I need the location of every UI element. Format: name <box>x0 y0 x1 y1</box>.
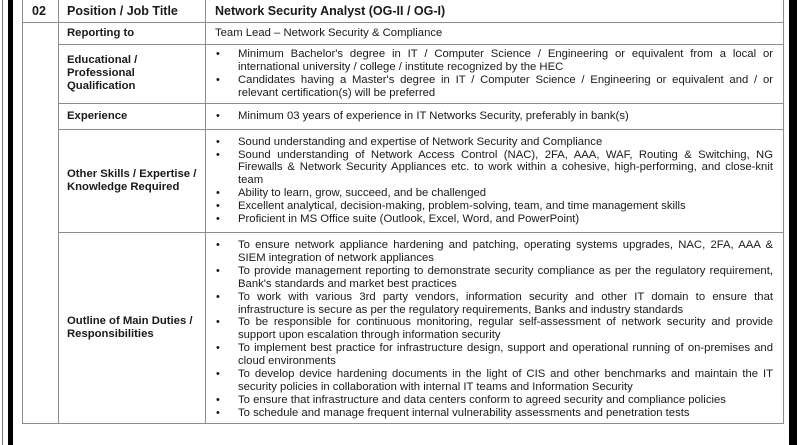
position-title-value: Network Security Analyst (OG-II / OG-I) <box>206 0 784 23</box>
list-item: • Minimum 03 years of experience in IT Networks Security, preferably in bank(s) <box>206 110 773 123</box>
list-item: • To schedule and manage frequent internal vulnerability assessments and penetration tests <box>206 407 773 420</box>
position-number-spacer <box>23 23 59 424</box>
skills-value <box>206 129 784 232</box>
skills-label: Other Skills / Expertise / Knowledge Required <box>59 129 206 232</box>
experience-row <box>23 103 784 129</box>
list-item: • Minimum Bachelor's degree in IT / Computer Science / Engineering or equivalent from a local or international university / college / institute recognized by the HEC <box>206 48 773 74</box>
list-item: • Excellent analytical, decision-making, problem-solving, team, and time management skills <box>206 200 773 213</box>
qualification-value <box>206 45 784 104</box>
duties-label: Outline of Main Duties / Responsibilities <box>59 232 206 423</box>
duties-row <box>23 232 784 423</box>
position-title-row <box>23 0 784 23</box>
left-border-bar <box>8 0 13 445</box>
right-border-bar <box>789 0 797 445</box>
list-item: • Candidates having a Master's degree in IT / Computer Science / Engineering or equivalent and / or relevant certification(s) will be preferred <box>206 74 773 100</box>
qualification-label: Educational / Professional Qualification <box>59 45 206 104</box>
list-item: • To ensure network appliance hardening and patching, operating systems upgrades, NAC, 2FA, AAA & SIEM integration of network appliances <box>206 239 773 265</box>
skills-row <box>23 129 784 232</box>
job-description-table <box>22 0 784 424</box>
reporting-label: Reporting to <box>59 23 206 45</box>
position-title-label: Position / Job Title <box>59 0 206 23</box>
list-item: • To work with various 3rd party vendors, information security and other IT domain to ensure that infrastructure is secure as per the regulatory requirements, Banks and industry standards <box>206 291 773 317</box>
list-item: • Ability to learn, grow, succeed, and be challenged <box>206 187 773 200</box>
qualification-row <box>23 45 784 104</box>
list-item: • To ensure that infrastructure and data centers conform to agreed security and compliance policies <box>206 394 773 407</box>
experience-label: Experience <box>59 103 206 129</box>
experience-value <box>206 103 784 129</box>
reporting-row <box>23 23 784 45</box>
list-item: • Sound understanding of Network Access Control (NAC), 2FA, AAA, WAF, Routing & Switching, NG Firewalls & Network Security Appliances etc. to work within a cohesive, high-performing, and close-knit team <box>206 149 773 188</box>
page-edge-line <box>2 0 3 445</box>
position-number: 02 <box>23 0 59 23</box>
list-item: • Proficient in MS Office suite (Outlook, Excel, Word, and PowerPoint) <box>206 213 773 226</box>
list-item: • To implement best practice for infrastructure design, support and operational running of on-premises and cloud environments <box>206 342 773 368</box>
duties-value <box>206 232 784 423</box>
list-item: • Sound understanding and expertise of Network Security and Compliance <box>206 136 773 149</box>
list-item: • To provide management reporting to demonstrate security compliance as per the regulatory requirement, Bank's standards and market best practices <box>206 265 773 291</box>
reporting-value: Team Lead – Network Security & Compliance <box>206 23 784 45</box>
list-item: • To be responsible for continuous monitoring, regular self-assessment of network security and provide support upon escalation through information security <box>206 316 773 342</box>
list-item: • To develop device hardening documents in the light of CIS and other benchmarks and maintain the IT security policies in collaboration with internal IT teams and Information Security <box>206 368 773 394</box>
